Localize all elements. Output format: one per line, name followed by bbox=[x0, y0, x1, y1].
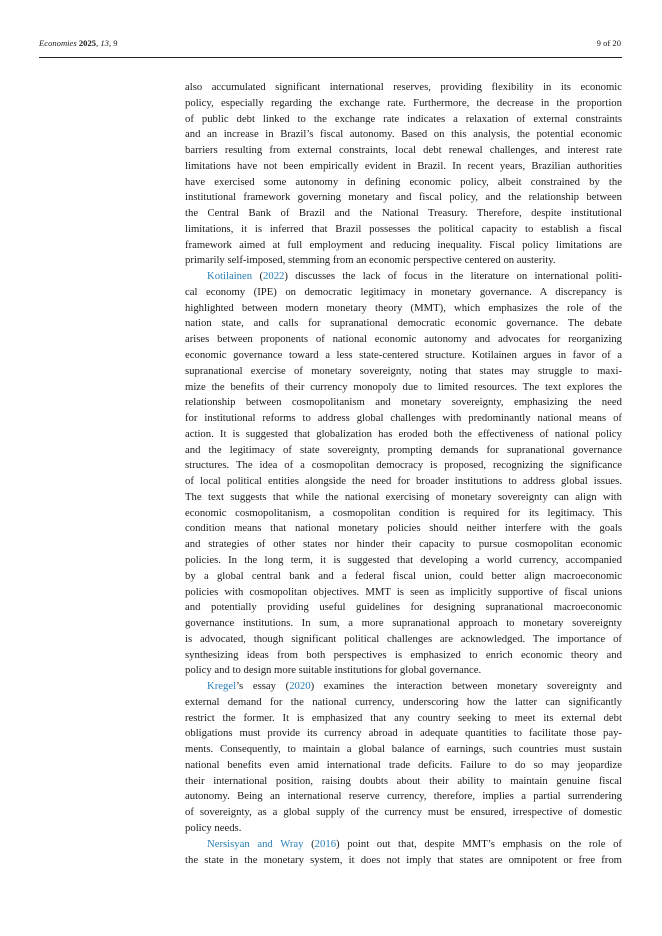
text-line: policies with cosmopolitan objectives. MMT is seen as implicitly supportive of fiscal unions bbox=[185, 585, 622, 598]
text-line: primarily self-imposed, stemming from an economic perspective centered on austerity. bbox=[185, 254, 556, 267]
text-segment: ( bbox=[303, 837, 315, 850]
running-header-citation: Economies 2025, 13, 9 bbox=[39, 38, 118, 48]
text-line: nation state, and calls for supranational democratic economic governance. The debate bbox=[185, 317, 622, 330]
text-segment: ’s essay ( bbox=[236, 680, 290, 693]
paragraph bbox=[185, 269, 622, 679]
citation-link[interactable]: Kregel bbox=[207, 680, 237, 693]
text-line: action. It is suggested that globalization has eroded both the effectiveness of national policy bbox=[185, 427, 622, 440]
text-line: arises between proponents of national economic autonomy and advocates for reorganizing bbox=[185, 333, 622, 346]
citation-link[interactable]: Kotilainen bbox=[207, 270, 253, 283]
text-line: governance institutions. In sum, a more supranational approach to monetary sovereignty bbox=[185, 617, 622, 630]
text-segment: ) discusses the lack of focus in the literature on international politi- bbox=[284, 270, 622, 283]
text-line: obligations must provide its currency abroad in adequate quantities to facilitate those pay- bbox=[185, 727, 622, 740]
body-text bbox=[185, 80, 622, 868]
text-line: policies. In the long term, it is suggested that developing a world currency, accompanied bbox=[185, 553, 622, 566]
text-line: of public debt linked to the exchange rate indicates a relaxation of external constraints bbox=[185, 112, 622, 125]
text-line: and the legitimacy of state sovereignty, prompting demands for supranational governance bbox=[185, 443, 622, 456]
text-line: relationship between cosmopolitanism and monetary sovereignty, emphasizing the need bbox=[185, 396, 622, 409]
text-line: condition means that national monetary policies should neither interfere with the goals bbox=[185, 522, 622, 535]
text-line: autonomy. Being an international reserve currency, therefore, implies a partial surrendering bbox=[185, 790, 622, 803]
text-line: policy and to design more suitable institutions for global governance. bbox=[185, 664, 482, 677]
citation-link[interactable]: 2016 bbox=[314, 837, 337, 850]
journal-name: Economies bbox=[39, 38, 77, 48]
text-line: and potentially providing useful guidelines for designing supranational macroeconomic bbox=[185, 601, 622, 614]
text-line: have exercised some autonomy in defining economic policy, albeit constrained by the bbox=[185, 175, 622, 188]
paragraph bbox=[185, 80, 622, 269]
text-segment: ) point out that, despite MMT’s emphasis on the role of bbox=[336, 837, 622, 850]
paragraph bbox=[185, 837, 622, 869]
text-line: restrict the former. It is emphasized that any country seeking to meet its external debt bbox=[185, 711, 622, 724]
text-line: cal economy (IPE) on democratic legitimacy in monetary governance. A discrepancy is bbox=[185, 285, 622, 298]
text-line: supranational exercise of monetary sovereignty, noting that states may struggle to maxi- bbox=[185, 364, 622, 377]
journal-issue: 9 bbox=[113, 38, 118, 48]
text-line: external demand for the national currency, underscoring how the latter can significantly bbox=[185, 695, 622, 708]
text-line: is advocated, though significant political challenges are acknowledged. The importance of bbox=[185, 632, 622, 645]
text-line: national benefits even amid international trade deficits. Failure to do so may jeopardize bbox=[185, 758, 622, 771]
text-line: barriers resulting from external constraints, local debt renewal challenges, and interest rate bbox=[185, 144, 622, 157]
text-line: of sovereignty, as a global supply of the currency must be ensured, irrespective of domestic bbox=[185, 806, 622, 819]
text-line: their international position, raising doubts about their ability to maintain genuine fiscal bbox=[185, 774, 622, 787]
text-line: economic cosmopolitanism, a cosmopolitan condition is required for its legitimacy. This bbox=[185, 506, 622, 519]
text-segment: ( bbox=[252, 270, 264, 283]
text-line: ments. Consequently, to maintain a global balance of earnings, such countries must sustain bbox=[185, 743, 622, 756]
text-line: economic governance toward a less state-centered structure. Kotilainen argues in favor of a bbox=[185, 349, 622, 362]
text-line: framework aimed at full employment and reducing inequality. Fiscal policy limitations are bbox=[185, 238, 622, 251]
text-line: the Central Bank of Brazil and the National Treasury. Therefore, despite institutional bbox=[185, 207, 622, 220]
citation-link[interactable]: 2020 bbox=[289, 680, 311, 693]
text-line: also accumulated significant international reserves, providing flexibility in its economic bbox=[185, 81, 622, 93]
citation-link[interactable]: Nersisyan and Wray bbox=[207, 837, 304, 850]
text-line: and strategies of other states nor hinder their capacity to pursue cosmopolitan economic bbox=[185, 538, 622, 551]
journal-year: 2025 bbox=[78, 38, 97, 48]
text-line: synthesizing ideas from both perspectives is emphasized to enrich economic theory and bbox=[185, 648, 622, 661]
text-line: highlighted between modern monetary theory (MMT), which emphasizes the role of the bbox=[185, 301, 622, 314]
text-line: policy needs. bbox=[185, 821, 242, 834]
text-line: of local political entities alongside the need for broader institutions to address global issues. bbox=[185, 475, 622, 488]
text-line: institutional framework governing monetary and fiscal policy, and the relationship between bbox=[185, 191, 622, 204]
text-line bbox=[185, 269, 622, 285]
text-line: limitations have not been empirically evident in Brazil. In recent years, Brazilian authorities bbox=[185, 159, 622, 172]
paragraph bbox=[185, 679, 622, 837]
text-line: The text suggests that while the national exercising of monetary sovereignty can align with bbox=[185, 490, 622, 503]
text-line bbox=[185, 837, 622, 853]
citation-link[interactable]: 2022 bbox=[263, 270, 285, 283]
text-segment: ) examines the interaction between monetary sovereignty and bbox=[310, 680, 622, 693]
text-line: policy, especially regarding the exchange rate. Furthermore, the decrease in the proportion bbox=[185, 96, 622, 109]
page-number: 9 of 20 bbox=[596, 38, 621, 48]
text-line: limitations, it is inferred that Brazil possesses the political capacity to establish a fiscal bbox=[185, 222, 622, 235]
text-line: and an increase in Brazil’s fiscal autonomy. Based on this analysis, the potential economic bbox=[185, 128, 622, 141]
text-line: the state in the monetary system, it does not imply that states are omnipotent or free from bbox=[185, 853, 622, 866]
text-line: mize the benefits of their currency monopoly due to limited resources. The text explores the bbox=[185, 380, 622, 393]
text-line: for institutional reforms to address global challenges with predominantly national means of bbox=[185, 412, 622, 425]
journal-volume: 13 bbox=[100, 38, 109, 48]
header-rule bbox=[39, 57, 622, 58]
text-line: structures. The idea of a cosmopolitan democracy is proposed, recognizing the significance bbox=[185, 459, 622, 472]
text-line: by a global central bank and a federal fiscal union, could better align macroeconomic bbox=[185, 569, 622, 582]
text-line bbox=[185, 679, 622, 695]
